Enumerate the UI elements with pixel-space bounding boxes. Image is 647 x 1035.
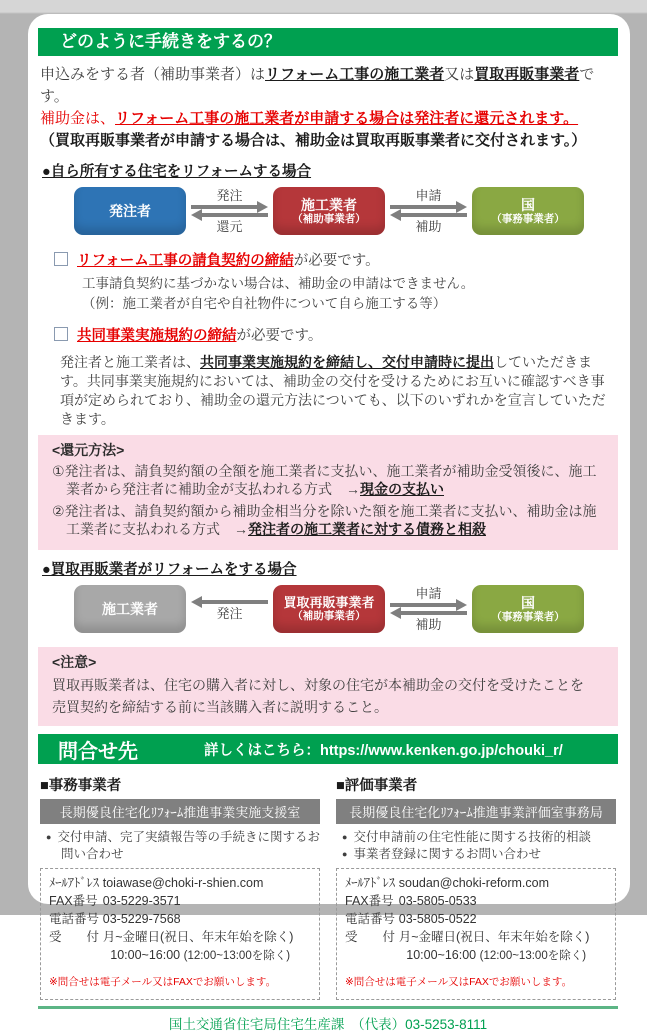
box-contractor-gray: [74, 585, 186, 633]
contact-row-fax: [345, 892, 607, 910]
office-heading-evaluation: ■評価事業者: [336, 778, 418, 794]
checklist-agreement-emphasis: 共同事業実施規約の締結: [77, 328, 237, 344]
tel-label: 電話番号: [49, 912, 100, 926]
refund-box-title: <還元方法>: [52, 442, 125, 458]
section-heading-own-home: ●自ら所有する住宅をリフォームする場合: [42, 164, 312, 180]
refund-item-1-emphasis: 現金の支払い: [360, 481, 444, 497]
fax-label: FAX番号: [49, 894, 98, 908]
intro-bold-text: （買取再販事業者が申請する場合は、補助金は買取再販事業者に交付されます。）: [40, 132, 587, 149]
arrow-label-return: 還元: [216, 219, 243, 234]
refund-item-2-emphasis: 発注者の施工業者に対する債務と相殺: [248, 521, 486, 537]
page-title: [38, 28, 618, 56]
hours-break: (12:00~13:00を除く): [183, 950, 291, 962]
box-resale-business: [273, 585, 385, 633]
document-card: [28, 14, 630, 1032]
contact-row-hours-time: [49, 946, 311, 965]
refund-item-1: [52, 462, 604, 498]
refund-item-1-text: ①発注者は、請負契約額の全額を施工業者に支払い、施工業者が補助金受領後に、施工業者から発注者に補助金が支払われる方式 →: [52, 463, 597, 497]
arrow-label-order: 発注: [216, 605, 243, 621]
office-bullets-admin: [46, 829, 320, 863]
arrow-group-order: [186, 598, 273, 621]
tel-label: 電話番号: [345, 912, 396, 926]
agreement-text: 発注者と施工業者は、: [60, 354, 200, 370]
checklist-item-contract: [54, 249, 618, 270]
office-name-banner-evaluation: 長期優良住宅化ﾘﾌｫｰﾑ推進事業評価室事務局: [336, 799, 616, 824]
intro-line-3: [40, 130, 618, 152]
flow-diagram-resale: [74, 583, 584, 635]
contact-note-evaluation: ※問合せは電子メール又はFAXでお願いします。: [345, 976, 573, 988]
intro-text: 申込みをする者（補助事業者）は: [40, 66, 266, 83]
box-resale-sublabel: （補助事業者）: [292, 610, 366, 623]
page-title-text: どのように手続きをするの？: [60, 32, 281, 51]
fax-value: 03-5229-3571: [102, 894, 181, 908]
contact-row-tel: [345, 910, 607, 928]
tel-value: 03-5229-7568: [102, 912, 181, 926]
intro-line-2: [40, 108, 618, 130]
intro-text: 又は: [444, 66, 475, 83]
email-label: ﾒｰﾙｱﾄﾞﾚｽ: [49, 876, 100, 890]
contact-columns: [40, 772, 616, 1000]
box-contractor-sublabel: （補助事業者）: [292, 213, 366, 226]
contact-row-hours-time: [345, 946, 607, 965]
office-column-evaluation: [336, 772, 616, 1000]
arrow-label-order: 発注: [216, 188, 243, 203]
box-contractor-label: 施工業者: [301, 196, 357, 213]
contact-bar-title: 問合せ先: [58, 740, 138, 763]
intro-text: です。: [40, 66, 595, 105]
contact-row-email: [49, 874, 311, 892]
box-national-sublabel: （事務事業者）: [491, 213, 565, 226]
office-name-banner-admin: 長期優良住宅化ﾘﾌｫｰﾑ推進事業実施支援室: [40, 799, 320, 824]
contact-row-hours: [345, 928, 607, 946]
box-national-government: [472, 187, 584, 235]
intro-line-1: [40, 64, 618, 108]
arrow-group-apply-subsidy: [385, 586, 472, 632]
hours-label: 受 付: [345, 930, 396, 944]
agreement-emphasis: 共同事業実施規約を締結し、交付申請時に提出: [200, 354, 494, 370]
contact-row-hours: [49, 928, 311, 946]
contact-url-link[interactable]: 詳しくはこちら：https://www.kenken.go.jp/chouki_r/: [204, 742, 563, 759]
contract-note-1: 工事請負契約に基づかない場合は、補助金の申請はできません。: [82, 276, 475, 291]
intro-red-emphasis: リフォーム工事の施工業者が申請する場合は発注者に還元されます。: [115, 110, 579, 127]
office-bullet: ● 事業者登録に関するお問い合わせ: [342, 846, 616, 863]
hours-time: 10:00~16:00: [110, 948, 181, 962]
office-heading-admin: ■事務事業者: [40, 778, 122, 794]
agreement-paragraph: [60, 353, 616, 429]
tel-value: 03-5805-0522: [398, 912, 477, 926]
arrow-label-subsidy: 補助: [415, 219, 442, 234]
notice-box-title: <注意>: [52, 654, 97, 670]
contract-note-2: （例：施工業者が自宅や自社物件について自ら施工する等）: [82, 296, 447, 311]
contact-info-box-admin: [40, 868, 320, 1000]
checkbox-icon: [54, 252, 68, 266]
intro-red-text: 補助金は、: [40, 110, 116, 127]
hours-days: 月~金曜日(祝日、年末年始を除く): [102, 930, 294, 944]
box-orderer: [74, 187, 186, 235]
checklist-agreement-rest: が必要です。: [236, 328, 323, 344]
office-column-admin: [40, 772, 320, 1000]
box-national-sublabel: （事務事業者）: [491, 611, 565, 624]
intro-paragraph: [40, 64, 618, 152]
notice-line-2: 売買契約を締結する前に当該購入者に説明すること。: [52, 699, 388, 715]
arrow-left-icon: [401, 611, 467, 615]
footer: [38, 1006, 618, 1035]
arrow-label-subsidy: 補助: [415, 617, 442, 632]
box-contractor: [273, 187, 385, 235]
arrow-group-order-return: [186, 188, 273, 234]
checklist-item-agreement: [54, 324, 618, 345]
contact-bar: [38, 734, 618, 764]
arrow-left-icon: [202, 213, 268, 217]
contact-row-email: [345, 874, 607, 892]
contact-row-fax: [49, 892, 311, 910]
box-orderer-label: 発注者: [109, 202, 151, 219]
email-label: ﾒｰﾙｱﾄﾞﾚｽ: [345, 876, 396, 890]
notice-box: [38, 647, 618, 726]
fax-value: 03-5805-0533: [398, 894, 477, 908]
office-bullet: ● 交付申請、完了実績報告等の手続きに関するお問い合わせ: [46, 829, 320, 863]
office-bullet: ● 交付申請前の住宅性能に関する技術的相談: [342, 829, 616, 846]
arrow-group-apply-subsidy: [385, 188, 472, 234]
arrow-left-icon: [202, 600, 268, 604]
email-value: soudan@choki-reform.com: [398, 876, 549, 890]
hours-label: 受 付: [49, 930, 100, 944]
hours-time: 10:00~16:00: [406, 948, 477, 962]
checklist-contract-rest: が必要です。: [293, 253, 380, 269]
contact-note-admin: ※問合せは電子メール又はFAXでお願いします。: [49, 976, 277, 988]
refund-method-box: [38, 435, 618, 550]
flow-diagram-own-home: [74, 185, 584, 237]
box-resale-label: 買取再販事業者: [283, 594, 375, 610]
checklist-contract-emphasis: リフォーム工事の請負契約の締結: [77, 253, 294, 269]
hours-days: 月~金曜日(祝日、年末年始を除く): [398, 930, 590, 944]
arrow-label-apply: 申請: [415, 586, 442, 601]
box-national-label: 国: [521, 594, 535, 611]
agreement-text: していただきます。共同事業実施規約においては、補助金の交付を受けるためにお互いに確認すべき事項が定められており、補助金の還元方法についても、以下のいずれかを宣言していただきます。: [60, 354, 606, 427]
footer-text: 国土交通省住宅局住宅生産課 （代表）03-5253-8111: [168, 1017, 488, 1032]
section-heading-resale: ●買取再販業者がリフォームをする場合: [42, 562, 297, 578]
fax-label: FAX番号: [345, 894, 394, 908]
email-value: toiawase@choki-r-shien.com: [102, 876, 264, 890]
notice-line-1: 買取再販業者は、住宅の購入者に対し、対象の住宅が本補助金の交付を受けたことを: [52, 677, 584, 693]
box-contractor-label: 施工業者: [102, 600, 158, 617]
arrow-left-icon: [401, 213, 467, 217]
contact-info-box-evaluation: [336, 868, 616, 1000]
intro-strong-contractor: リフォーム工事の施工業者: [265, 66, 445, 83]
intro-strong-resale: 買取再販事業者: [474, 66, 580, 83]
office-bullets-evaluation: [342, 829, 616, 863]
box-national-government: [472, 585, 584, 633]
box-national-label: 国: [521, 196, 535, 213]
refund-item-2-text: ②発注者は、請負契約額から補助金相当分を除いた額を施工業者に支払い、補助金は施工業者に支払われる方式 →: [52, 503, 597, 537]
contact-row-tel: [49, 910, 311, 928]
hours-break: (12:00~13:00を除く): [479, 950, 587, 962]
refund-item-2: [52, 502, 604, 538]
arrow-label-apply: 申請: [415, 188, 442, 203]
checkbox-icon: [54, 327, 68, 341]
